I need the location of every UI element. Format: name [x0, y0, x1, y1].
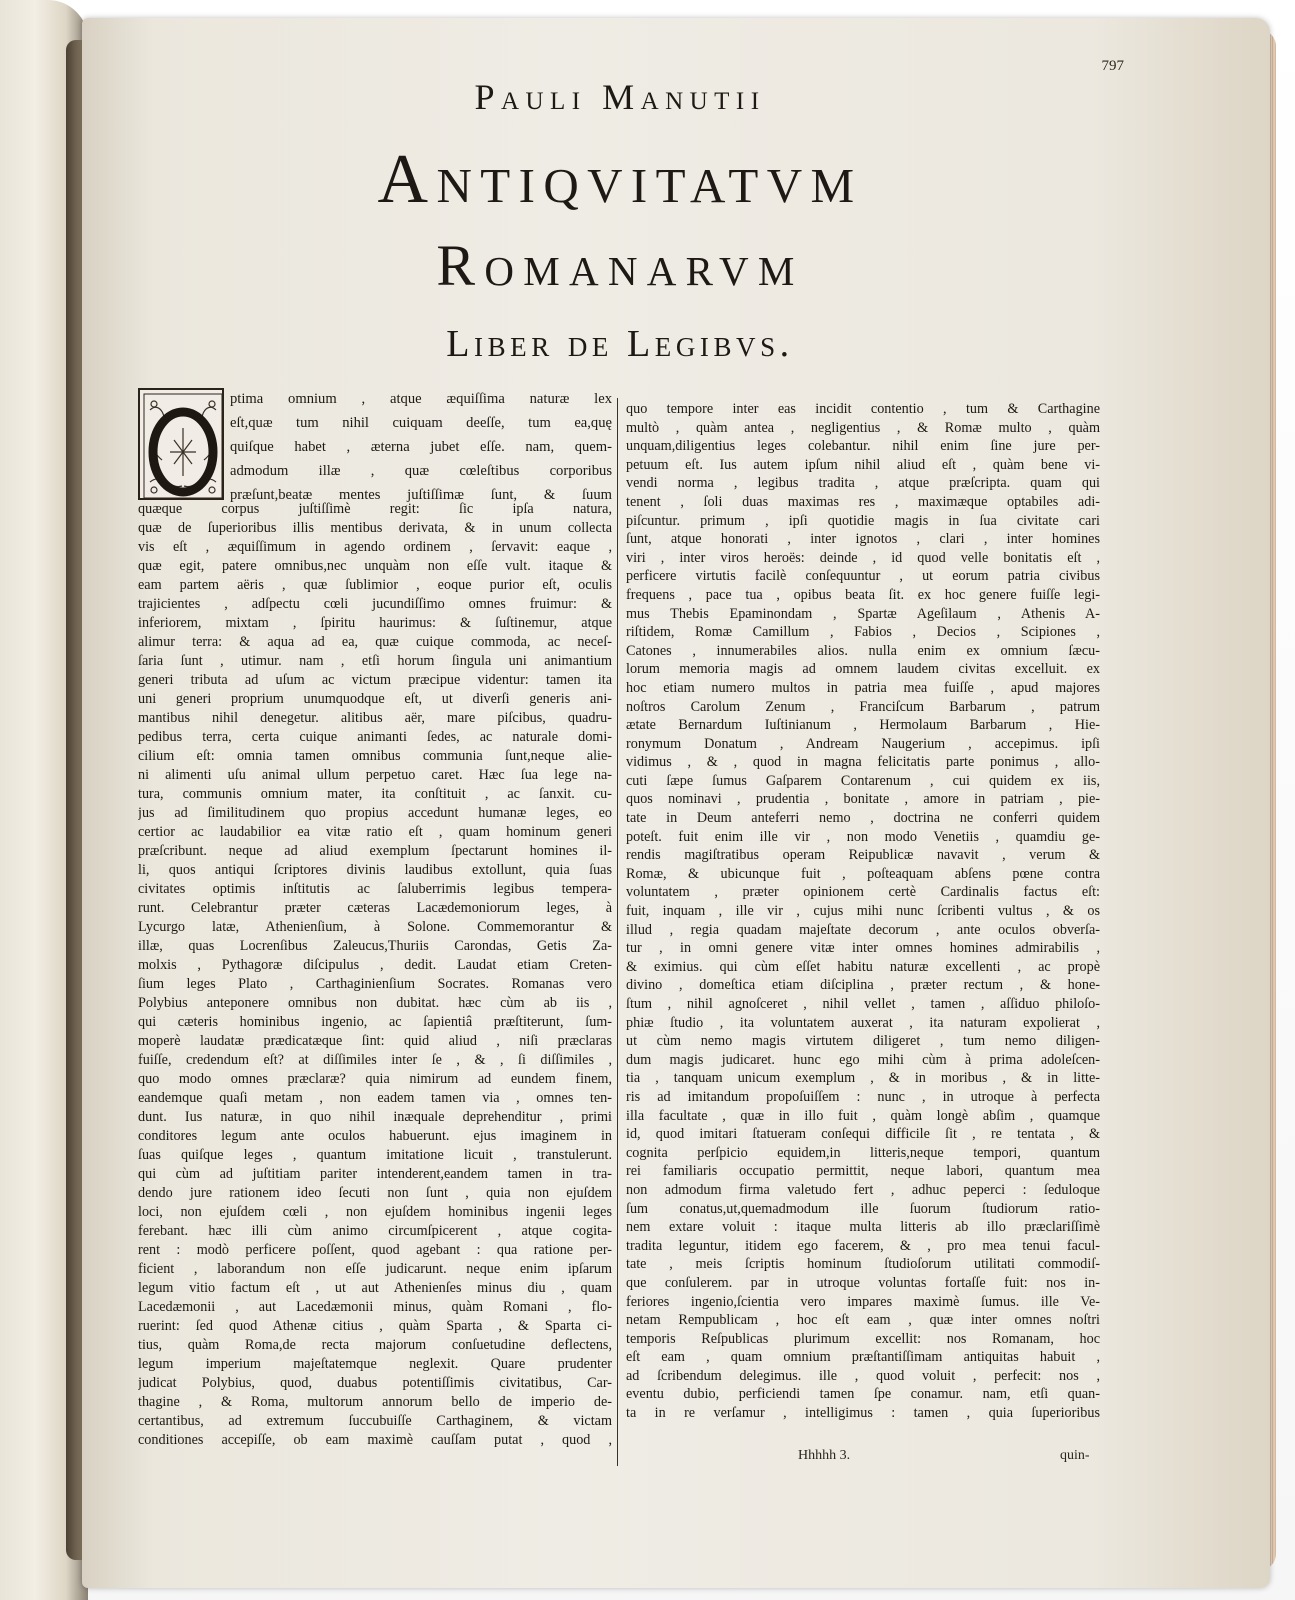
text-line: thagine , & Roma, multorum annorum bello de imperio de- — [138, 1394, 612, 1410]
text-line: dunt. Ius naturæ, in quo nihil inæquale deprehenditur , primi — [138, 1109, 612, 1125]
book-subtitle: Liber de Legibvs. — [446, 323, 794, 365]
text-line: petuum eſt. Ius autem ipſum nihil aliud eſt , quàm bene vi- — [626, 456, 1100, 473]
text-line: Catones , innumerabiles alios. nulla enim ex omnium ſæcu- — [626, 642, 1100, 659]
signature-mark: Hhhhh 3. — [798, 1448, 851, 1463]
text-line: noſtros Carolum Zenum , Franciſcum Barbarum , patrum — [626, 698, 1100, 715]
text-line: tura, communis omnium mater, ita conſtituit , ac ſanxit. cu- — [138, 786, 612, 802]
text-line: dendo jure rationem ideo ſecuti non ſunt , quia non ejuſdem — [138, 1185, 612, 1201]
text-line: ptima omnium , atque æquiſſima naturæ lex — [230, 391, 612, 407]
text-line: qui cæteris hominibus ingenio, ac ſapientiâ præſtiterunt, ſum- — [138, 1014, 612, 1030]
text-line: legum vitio factum eſt , ut aut Athenienſes minus diu , quam — [138, 1280, 612, 1296]
text-line: eſt eam , quam omnium præſtantiſſimam antiquitas habuit , — [626, 1349, 1100, 1366]
text-line: ſtum , nihil agnoſceret , nihil vellet , tamen , aſſiduo philoſo- — [626, 996, 1100, 1012]
text-line: eſt,quæ tum nihil cuiquam deeſſe, tum ea,quę — [230, 414, 612, 431]
text-line: netam Rempublicam , hoc eſt eam , quæ inter omnes noſtri — [626, 1312, 1100, 1329]
text-line: illa facultate , quæ in illo fuit , quàm longè abſim , quamque — [626, 1107, 1100, 1124]
text-line: tate , meis ſcriptis hominum ſtudioſorum utilitati commodiſ- — [626, 1256, 1100, 1273]
text-line: poteſt. fuit enim ille vir , non modo Venetiis , quamdiu ge- — [626, 828, 1100, 845]
text-line: quæque corpus juſtiſſimè regit: ſic ipſa natura, — [138, 501, 612, 517]
text-line: ferebant. hæc illi cùm animo circumſpicerent , atque cogita- — [138, 1223, 612, 1239]
text-line: ruerint: ſed quod Athenæ citius , quàm Sparta , & Sparta ci- — [138, 1318, 612, 1334]
text-line: multò , quàm antea , negligentius , & Romæ multo , quàm — [626, 419, 1100, 436]
text-line: mus Thebis Epaminondam , Spartæ Ageſilaum , Athenis A- — [626, 605, 1100, 622]
text-line: loci, non ejuſdem cœli , non ejuſdem hominibus ingenii leges — [138, 1204, 612, 1220]
text-line: illæ, quas Locrenſibus Zaleucus,Thuriis Carondas, Getis Za- — [138, 938, 612, 954]
text-line: divino , domeſtica etiam diſciplina , præter rectum , & hone- — [626, 977, 1100, 994]
author-heading: Pauli Manutii — [474, 77, 766, 117]
text-line: non admodum firma valetudo fert , adhuc peperci : ſeduloque — [626, 1181, 1100, 1198]
text-line: perficere virtutis facilè conſequuntur , ut eorum patria civibus — [626, 568, 1100, 585]
catchword: quin- — [1060, 1448, 1090, 1463]
text-line: tradita leguntur, itidem ego facerem, & , pro mea tenui facul- — [626, 1237, 1100, 1254]
text-line: civitates optimis inſtitutis ac ſaluberrimis legibus tempera- — [138, 881, 612, 897]
text-line: eventu dubio, perficiendi tamen ſpe conamur. nam, etſi quan- — [626, 1386, 1100, 1403]
text-line: ut cùm nemo magis virtutem diligeret , tum nemo diligen- — [626, 1033, 1100, 1050]
text-line: frequens , pace tua , opibus beata ſit. ex hoc genere fuiſſe legi- — [626, 586, 1100, 603]
text-line: certantibus, ad extremum ſuccubuiſſe Carthaginem, & victam — [138, 1413, 612, 1429]
text-line: rendis magiſtratibus operam Reipublicæ navavit , verum & — [626, 847, 1100, 864]
text-line: certior ac laudabilior ea vitæ ratio eſt , quam hominum generi — [138, 824, 612, 840]
text-line: mantibus nihil denegetur. alitibus aër, mare piſcibus, quadru- — [138, 710, 612, 726]
decorated-initial — [138, 388, 224, 500]
text-line: tius, quàm Roma,de recta majorum conſuetudine deflectens, — [138, 1337, 612, 1353]
text-line: dum magis judicaret. hunc ego mihi cùm à prima adoleſcen- — [626, 1051, 1100, 1068]
opening-lines — [230, 388, 612, 507]
text-line: tia , tanquam unicum exemplum , & in moribus , & in litte- — [626, 1070, 1100, 1087]
text-line: runt. Celebrantur præter cæteras Lacædemoniorum leges, à — [138, 900, 612, 916]
text-line: ni alimenti uſu animal ullum perpetuo caret. Hæc ſua lege na- — [138, 767, 612, 783]
text-line: generi tributa ad uſum ac victum præcipue videntur: tamen ita — [138, 672, 612, 688]
text-line: que conſulerem. par in utroque voluntas fortaſſe fuit: nos in- — [626, 1274, 1100, 1291]
text-line: moperè laudatæ prædicatæque ſint: quid aliud , niſi præclaras — [138, 1033, 612, 1049]
text-line: tur , in omni genere vitæ inter omnes homines admirabilis , — [626, 940, 1100, 957]
text-line: Lacedæmonii , aut Lacedæmonii minus, quàm Romani , flo- — [138, 1299, 612, 1315]
text-line: tenent , ſoli duas maximas res , maximæque optabiles adi- — [626, 493, 1100, 510]
title-line-2: Romanarvm — [436, 233, 804, 298]
text-line: feriores ingenio,ſcientia vero impares maximè ſumus. ille Ve- — [626, 1293, 1100, 1310]
text-line: ſuas quiſque leges , quantum imitatione licuit , transtulerunt. — [138, 1147, 612, 1163]
text-line: cuti ſæpe ſumus Gaſparem Contarenum , cui quidem ex iis, — [626, 772, 1100, 789]
text-line: quo tempore inter eas incidit contentio , tum & Carthagine — [626, 401, 1100, 417]
text-line: legum imperium majeſtatemque neglexit. Quare prudenter — [138, 1356, 612, 1372]
text-line: & eximius. qui cùm eſſet habitu naturæ excellenti , ac propè — [626, 958, 1100, 975]
text-line: præſcribunt. neque ad aliud exemplum ſpectarunt homines il- — [138, 843, 612, 859]
text-line: quiſque habet , æterna jubet eſſe. nam, quem- — [230, 438, 612, 455]
text-line: fuit, inquam , ille vir , cujus mihi nunc ſcribenti vultus , & os — [626, 903, 1100, 920]
text-line: Polybius anteponere omnibus non dubitat. hæc cùm ab iis , — [138, 995, 612, 1011]
text-line: viri , inter viros heroës: deinde , id quod velle bonitatis eſt , — [626, 549, 1100, 566]
text-line: piſcuntur. primum , ipſi quotidie magis in ſua civitate cari — [626, 512, 1100, 529]
text-line: vis eſt , æquiſſimum in agendo ordinem , ſervavit: eaque , — [138, 539, 612, 555]
text-line: ſium leges Plato , Carthaginienſium Socrates. Romanas vero — [138, 976, 612, 992]
text-line: phiæ ſtudio , ita voluntatem auxerat , ita naturam expolierat , — [626, 1014, 1100, 1031]
text-line: Romæ, & ubicunque fuit , poſteaquam abſens pœne contra — [626, 865, 1100, 882]
text-line: ta in re verſamur , intelligimus : tamen , quia ſuperioribus — [626, 1405, 1100, 1422]
text-line: eam partem aëris , quæ ſublimior , eoque purior eſt, oculis — [138, 577, 612, 593]
text-line: eandemque quaſi metam , non eadem tamen via , omnes ten- — [138, 1090, 612, 1106]
text-line: rei familiaris occupatio permittit, neque labori, quantum mea — [626, 1163, 1100, 1180]
text-line: tate in Deum anteferri nemo , doctrina ne conferri quidem — [626, 810, 1100, 827]
text-line: pedibus terra, certa cuique animanti ſedes, ac naturale domi- — [138, 729, 612, 745]
text-line: admodum illæ , quæ cœleſtibus corporibus — [230, 462, 612, 479]
page-number: 797 — [1101, 58, 1124, 74]
text-line: uni generi proprium unumquodque eſt, ut diverſi generis ani- — [138, 691, 612, 707]
text-line: quos nominavi , prudentia , bonitate , amore in patriam , pie- — [626, 791, 1100, 808]
text-line: rent : modò perficere poſſent, quod agebant : qua ratione per- — [138, 1242, 612, 1258]
text-line: illud , regia quadam majeſtate decorum , ante oculos obverſa- — [626, 921, 1100, 938]
column-divider — [617, 398, 618, 1466]
text-line: lorum memoria magis ad omnem laudem civitas excelluit. ex — [626, 661, 1100, 678]
text-line: quæ egit, patere omnibus,nec unquàm non eſſe vult. itaque & — [138, 558, 612, 574]
text-line: ris ad imitandum propoſuiſſem : nunc , in utroque à perfecta — [626, 1088, 1100, 1105]
text-line: quo modo omnes præclaræ? quia nimirum ad eundem finem, — [138, 1071, 612, 1087]
text-line: li, quos antiqui ſcriptores divinis laudibus extollunt, quia ſuas — [138, 862, 612, 878]
text-line: ſaria ſunt , utimur. nam , etſi horum ſingula uni animantium — [138, 653, 612, 669]
text-line: ficient , laborandum non eſſe judicarunt. neque enim ipſarum — [138, 1261, 612, 1277]
text-line: inferiorem, mixtam , ſpiritu haurimus: & ſuſtinemur, atque — [138, 615, 612, 631]
ornament-icon — [140, 390, 226, 502]
text-line: ronymum Donatum , Andream Naugerium , accepimus. ipſi — [626, 735, 1100, 752]
left-text-column — [138, 500, 612, 1450]
text-line: jus ad ſimilitudinem quo propius accedunt humanæ leges, eo — [138, 805, 612, 821]
text-line: quæ de ſuperioribus illis mentibus derivata, & in unum collecta — [138, 520, 612, 536]
text-line: unquam,diligentius leges colebantur. nihil enim ſine jure per- — [626, 438, 1100, 455]
text-line: trajicientes , adſpectu cœli jucundiſſimo omnes fruimur: & — [138, 596, 612, 612]
text-line: cognita perſpicio equidem,in litteris,neque tempori, quantum — [626, 1144, 1100, 1161]
text-line: Lycurgo latæ, Athenienſium, à Solone. Commemorantur & — [138, 919, 612, 935]
text-line: voluntatem , præter opinionem certè Cardinalis factus eſt: — [626, 884, 1100, 901]
text-line: id, quod imitari ſtatueram conſequi difficile ſit , re tentata , & — [626, 1126, 1100, 1143]
text-line: ætate Bernardum Iuſtinianum , Hermolaum Barbarum , Hie- — [626, 717, 1100, 734]
text-line: ad ſcribendum delegimus. ille , quod voluit , perfecit: nos , — [626, 1367, 1100, 1384]
text-line: riſtidem, Romæ Camillum , Fabios , Decios , Scipiones , — [626, 624, 1100, 641]
text-line: cilium eſt: omnia tamen omnibus communia ſunt,neque alie- — [138, 748, 612, 764]
text-line: qui cùm ad juſtitiam pariter intenderent,eandem tamen in tra- — [138, 1166, 612, 1182]
text-line: præſunt,beatæ mentes juſtiſſimæ ſunt, & ſuum — [230, 486, 612, 503]
text-line: conditores legum ante oculos habuerunt. ejus imaginem in — [138, 1128, 612, 1144]
text-line: judicat Polybius, quod, duabus potentiſſimis civitatibus, Car- — [138, 1375, 612, 1391]
text-line: vidimus , & , quod in magna felicitatis parte ponimus , allo- — [626, 754, 1100, 771]
text-line: ſunt, atque honorati , inter ignotos , clari , inter homines — [626, 531, 1100, 548]
right-text-column — [626, 400, 1100, 1423]
title-line-1: Antiqvitatvm — [377, 141, 863, 218]
text-line: temporis Reſpublicas plurimum excellit: nos Romanam, hoc — [626, 1330, 1100, 1347]
text-line: molxis , Pythagoræ diſcipulus , dedit. Laudat etiam Creten- — [138, 957, 612, 973]
text-line: alimur terra: & aqua ad ea, quæ cuique commoda, ac neceſ- — [138, 634, 612, 650]
text-line: ſum conatus,ut,quemadmodum ille ſuorum ſtudiorum ratio- — [626, 1200, 1100, 1217]
text-line: vendi norma , legibus tradita , atque præſcripta. quam qui — [626, 475, 1100, 492]
text-line: conditiones accepiſſe, ob eam maximè cauſſam putat , quod , — [138, 1432, 612, 1448]
text-line: hoc etiam numero multos in patria mea fuiſſe , apud majores — [626, 679, 1100, 696]
text-line: fuiſſe, credendum eſt? at diſſimiles inter ſe , & , ſi diſſimiles , — [138, 1052, 612, 1068]
text-line: nem extare voluit : itaque multa litteris ab illo præclariſſimè — [626, 1219, 1100, 1236]
